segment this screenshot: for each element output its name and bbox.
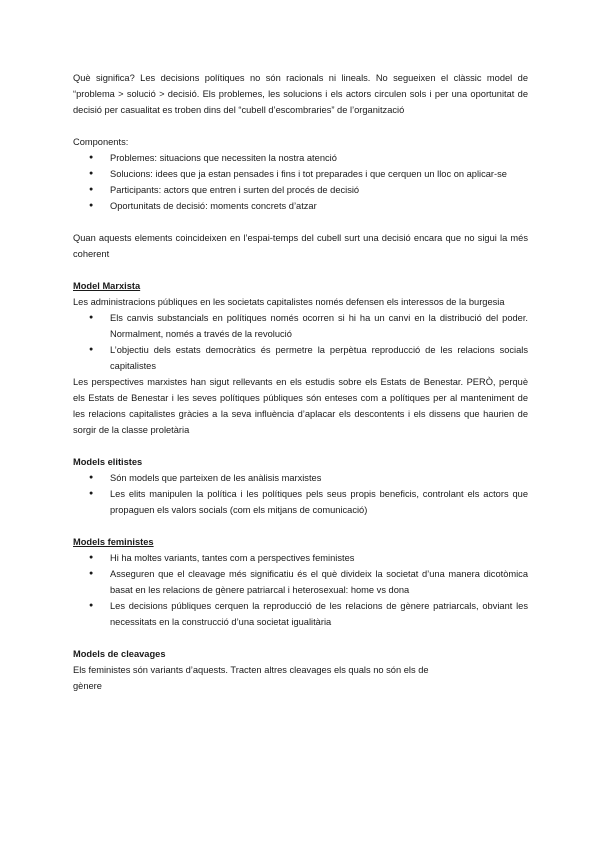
cleavages-line-2: gènere	[73, 681, 102, 691]
document-page	[73, 70, 528, 694]
section-heading-cleavages: Models de cleavages	[73, 649, 166, 659]
list-item: ● Són models que parteixen de les anàlisis marxistes	[73, 470, 528, 486]
elitistes-list	[73, 470, 528, 518]
components-label: Components:	[73, 137, 129, 147]
section-heading-feministes: Models feministes	[73, 537, 154, 547]
list-item: ● L’objectiu dels estats democràtics és permetre la perpètua reproducció de les relacions socials capitalistes	[73, 342, 528, 374]
components-list	[73, 150, 528, 214]
feministes-list	[73, 550, 528, 630]
list-item: ● Asseguren que el cleavage més significatiu és el què divideix la societat d’una manera dicotòmica basat en les relacions de gènere patriarcal i heterosexual: home vs dona	[73, 566, 528, 598]
list-item: ● Hi ha moltes variants, tantes com a perspectives feministes	[73, 550, 528, 566]
list-item: ● Oportunitats de decisió: moments concrets d’atzar	[73, 198, 528, 214]
intro-paragraph: Què significa? Les decisions polítiques no són racionals ni lineals. No segueixen el clàssic model de “problema > solució > decisió. Els problemes, les solucions i els actors circulen sols i per una oportunitat de decisió per casualitat es troben dins del “cubell d’escombraries” de l’organització	[73, 73, 528, 115]
list-item: ● Les decisions públiques cerquen la reproducció de les relacions de gènere patriarcals, obviant les necessitats en la construcció d’una societat igualitària	[73, 598, 528, 630]
list-item: ● Participants: actors que entren i surten del procés de decisió	[73, 182, 528, 198]
marxista-outro: Les perspectives marxistes han sigut rellevants en els estudis sobre els Estats de Benestar. PERÒ, perquè els Estats de Benestar i les seves polítiques públiques són enteses com a polítiques per al manteniment de les relacions capitalistes gràcies a la seva influència d’aplacar els descontents i els dissens que haurien de sorgir de la classe proletària	[73, 377, 528, 435]
cleavages-line-1: Els feministes són variants d’aquests. Tracten altres cleavages els quals no són els de	[73, 665, 429, 675]
section-heading-marxista: Model Marxista	[73, 281, 141, 291]
marxista-list	[73, 310, 528, 374]
section-heading-elitistes: Models elitistes	[73, 457, 143, 467]
list-item: ● Problemes: situacions que necessiten la nostra atenció	[73, 150, 528, 166]
cubell-paragraph: Quan aquests elements coincideixen en l’espai-temps del cubell surt una decisió encara que no sigui la més coherent	[73, 233, 528, 259]
list-item: ● Solucions: idees que ja estan pensades i fins i tot preparades i que cerquen un lloc on aplicar-se	[73, 166, 528, 182]
marxista-intro: Les administracions públiques en les societats capitalistes només defensen els interessos de la burgesia	[73, 297, 505, 307]
list-item: ● Les elits manipulen la política i les polítiques pels seus propis beneficis, controlant els actors que propaguen els valors socials (com els mitjans de comunicació)	[73, 486, 528, 518]
list-item: ● Els canvis substancials en polítiques només ocorren si hi ha un canvi en la distribució del poder. Normalment, només a través de la revolució	[73, 310, 528, 342]
